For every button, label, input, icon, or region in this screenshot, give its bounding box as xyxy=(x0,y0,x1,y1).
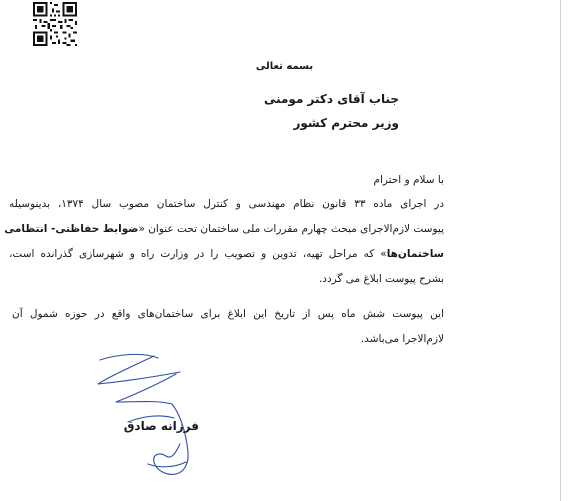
paragraph1-line3-text: » که مراحل تهیه، تدوین و تصویب را در وزارت راه و شهرسازی گذرانده است، xyxy=(9,248,387,260)
signer-name: فرزانه صادق xyxy=(123,419,199,433)
paragraph1-line4: بشرح پیوست ابلاغ می گردد. xyxy=(318,273,444,285)
scan-edge xyxy=(560,0,561,501)
subject-title-part2: ساختمان‌ها xyxy=(386,248,444,260)
recipient-name: جناب آقای دکتر مومنی xyxy=(263,92,399,106)
handwritten-signature xyxy=(88,352,208,482)
paragraph1-line3 xyxy=(9,247,444,261)
greeting: با سلام و احترام xyxy=(373,174,444,186)
paragraph2-line2: لازم‌الاجرا می‌باشد. xyxy=(360,333,444,345)
paragraph1-line2 xyxy=(4,222,444,236)
subject-title-part1: ضوابط حفاظتی- انتظامی xyxy=(4,223,139,235)
paragraph1-line2-text: پیوست لازم‌الاجرای مبحث چهارم مقررات ملی ساختمان تحت عنوان « xyxy=(138,223,444,235)
paragraph2-line1: این پیوست شش ماه پس از تاریخ این ابلاغ برای ساختمان‌های واقع در حوزه شمول آن xyxy=(12,308,444,320)
recipient-title: وزیر محترم کشور xyxy=(293,116,399,130)
paragraph1-line1: در اجرای ماده ۳۳ قانون نظام مهندسی و کنترل ساختمان مصوب سال ۱۳۷۴، بدینوسیله xyxy=(9,198,444,210)
opening-heading: بسمه تعالی xyxy=(255,61,314,72)
qr-code-icon xyxy=(33,2,77,46)
